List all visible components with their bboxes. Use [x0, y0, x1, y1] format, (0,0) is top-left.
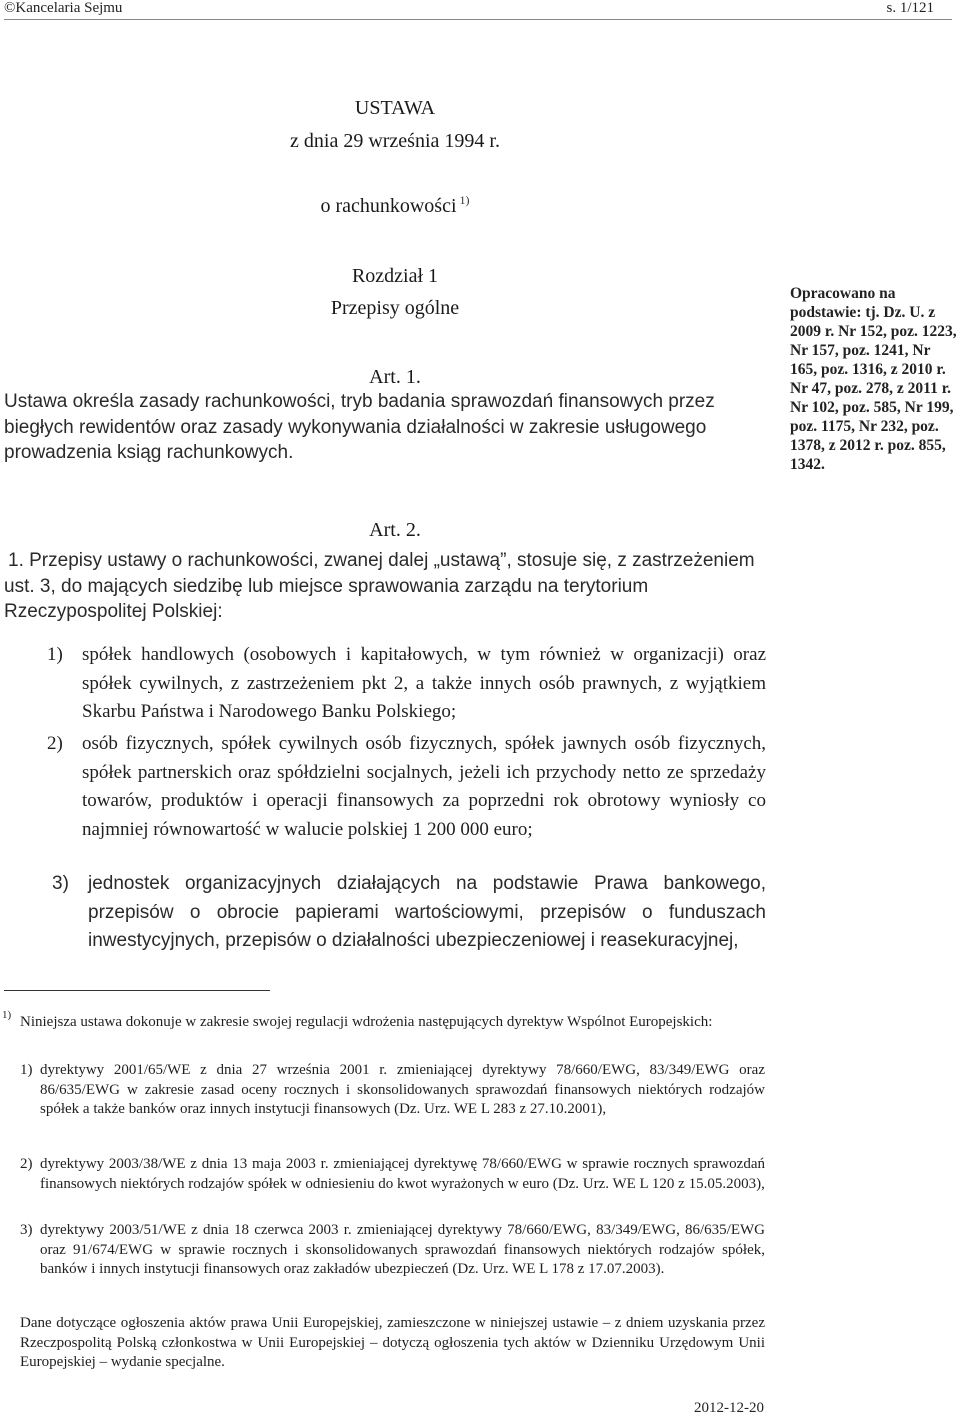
footnote-item-text: dyrektywy 2001/65/WE z dnia 27 września 2001 r. zmieniającej dyrektywy 78/660/EWG, 83/349/EWG oraz 86/635/EWG w zakresie zasad oceny rocznych i skonsolidowanych sprawozdań finansowych niektórych rodzajów spółek a także banków oraz innych instytucji finansowych (Dz. Urz. WE L 283 z 27.10.2001), [40, 1062, 765, 1117]
page-number: s. 1/121 [886, 0, 934, 16]
article-2-heading: Art. 2. [369, 519, 421, 541]
act-subject-text: o rachunkowości [320, 195, 457, 217]
article-2-intro: 1. Przepisy ustawy o rachunkowości, zwanej dalej „ustawą”, stosuje się, z zastrzeżeniem ust. 3, do mających siedzibę lub miejsce sprawowania zarządu na terytorium Rzeczypospolitej Polskiej: [4, 550, 755, 622]
footnote-intro: Niniejsza ustawa dokonuje w zakresie swojej regulacji wdrożenia następujących dyrektyw Wspólnot Europejskich: [20, 1014, 713, 1030]
chapter-name: Przepisy ogólne [330, 297, 460, 319]
footnote-item-text: dyrektywy 2003/51/WE z dnia 18 czerwca 2003 r. zmieniającej dyrektywy 78/660/EWG, 83/349/EWG, 86/635/EWG oraz 91/674/EWG w sprawie rocznych i skonsolidowanych sprawozdań finansowych niektórych rodzajów spółek, banków i innych instytucji finansowych oraz zakładów ubezpieczeń (Dz. Urz. WE L 178 z 17.07.2003). [40, 1222, 765, 1277]
footnote-mark: 1) [2, 1009, 12, 1021]
header-divider [4, 19, 952, 20]
article-1-text: Ustawa określa zasady rachunkowości, tryb badania sprawozdań finansowych przez biegłych rewidentów oraz zasady wykonywania działalności w zakresie usługowego prowadzenia ksiąg rachunkowych. [4, 391, 715, 463]
act-type: USTAWA [354, 97, 436, 119]
list-item-number: 3) [52, 873, 69, 894]
list-item-text: spółek handlowych (osobowych i kapitałowych, w tym również w organizacji) oraz spółek cywilnych, z zastrzeżeniem pkt 2, a także innych osób prawnych, z wyjątkiem Skarbu Państwa i Narodowego Banku Polskiego; [82, 644, 766, 722]
act-subject [0, 195, 790, 218]
footnote-item-number: 2) [20, 1156, 33, 1172]
article-1-heading: Art. 1. [369, 366, 421, 388]
footnote-item [20, 1155, 765, 1194]
footnote-item-text: dyrektywy 2003/38/WE z dnia 13 maja 2003 r. zmieniającej dyrektywę 78/660/EWG w sprawie rocznych sprawozdań finansowych niektórych rodzajów spółek w odniesieniu do kwot wyrażonych w euro (Dz. Urz. WE L 120 z 15.05.2003), [40, 1156, 765, 1192]
source-side-note: Opracowano na podstawie: tj. Dz. U. z 2009 r. Nr 152, poz. 1223, Nr 157, poz. 1241, Nr 165, poz. 1316, z 2010 r. Nr 47, poz. 278, z 2011 r. Nr 102, poz. 585, Nr 199, poz. 1175, Nr 232, poz. 1378, z 2012 r. poz. 855, 1342. [790, 285, 957, 473]
footnote-item [20, 1221, 765, 1280]
footnote-publication-note: Dane dotyczące ogłoszenia aktów prawa Unii Europejskiej, zamieszczone w niniejszej ustawie – z dniem uzyskania przez Rzeczpospolitą Polską członkostwa w Unii Europejskiej – dotyczą ogłoszenia tych aktów w Dzienniku Urzędowym Unii Europejskiej – wydanie specjalne. [20, 1315, 765, 1370]
footnote-divider [4, 990, 270, 991]
header-source: ©Kancelaria Sejmu [4, 0, 123, 16]
list-item [47, 730, 766, 844]
list-item-number: 1) [47, 644, 63, 665]
footnote-item-number: 1) [20, 1062, 33, 1078]
footnote-ref[interactable]: 1) [459, 193, 470, 207]
list-item [47, 641, 766, 727]
list-item-text: jednostek organizacyjnych działających na podstawie Prawa bankowego, przepisów o obrocie papierami wartościowymi, przepisów o funduszach inwestycyjnych, przepisów o działalności ubezpieczeniowej i reasekuracyjnej, [88, 873, 766, 951]
footnote-item-number: 3) [20, 1222, 33, 1238]
footnote-item [20, 1061, 765, 1120]
list-item-text: osób fizycznych, spółek cywilnych osób fizycznych, spółek jawnych osób fizycznych, spółek partnerskich oraz spółdzielni socjalnych, jeżeli ich przychody netto ze sprzedaży towarów, produktów i operacji finansowych za poprzedni rok obrotowy wyniosły co najmniej równowartość w walucie polskiej 1 200 000 euro; [82, 733, 766, 840]
footer-date: 2012-12-20 [694, 1400, 764, 1416]
chapter-number: Rozdział 1 [351, 265, 439, 287]
act-date: z dnia 29 września 1994 r. [290, 130, 500, 152]
list-item-number: 2) [47, 733, 63, 754]
list-item [52, 870, 766, 956]
